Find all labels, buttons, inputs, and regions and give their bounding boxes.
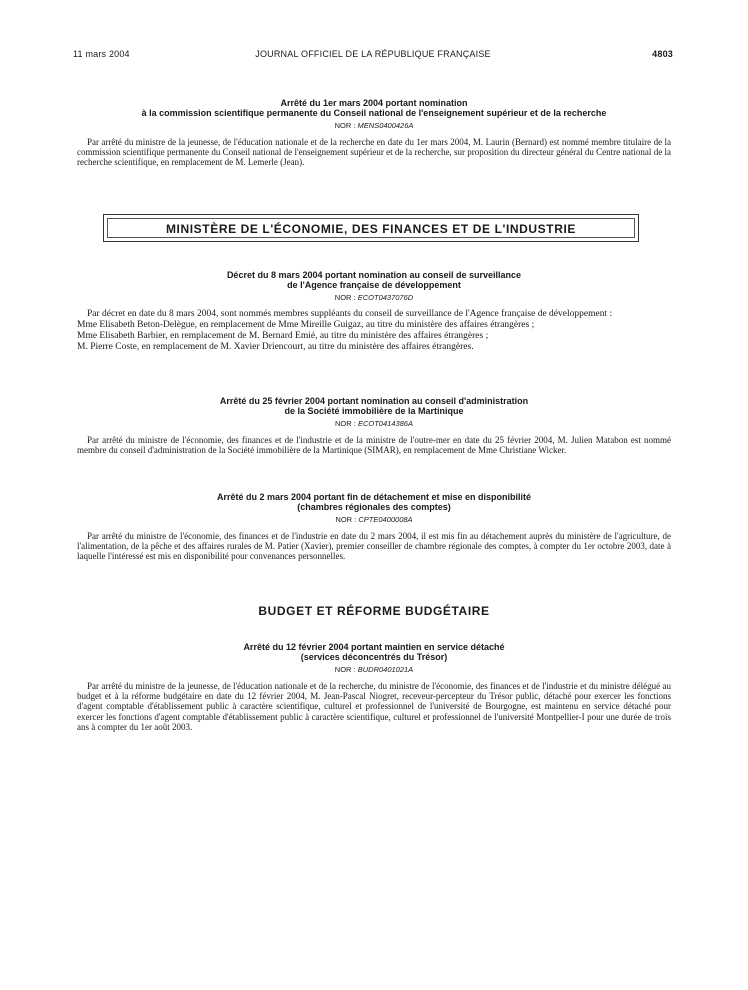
nor-reference — [77, 121, 671, 130]
paragraph: Par arrêté du ministre de la jeunesse, de l'éducation nationale et de la recherche, du ministre de l'économie, des finances et de l'industrie et du ministre délégué au budget et à la réforme budgétaire en date du 12 février 2004, M. Jean-Pascal Niogret, receveur-percepteur du Trésor public, détaché pour exercer les fonctions d'agent comptable d'établissement public à caractère scientifique, culturel et professionnel de l'université de Bourgogne, est maintenu en service détaché pour exercer les fonctions d'agent comptable d'établissement public à caractère scientifique, culturel et professionnel de l'université Montpellier-I pour une durée de trois ans à compter du 1er août 2003. — [77, 681, 671, 732]
ministry-heading-box — [103, 214, 639, 242]
title-line: Arrêté du 2 mars 2004 portant fin de détachement et mise en disponibilité — [216, 492, 532, 502]
title-line: Arrêté du 25 février 2004 portant nomination au conseil d'administration — [219, 396, 529, 406]
journal-title: JOURNAL OFFICIEL DE LA RÉPUBLIQUE FRANÇAISE — [255, 49, 491, 59]
paragraph: M. Pierre Coste, en remplacement de M. Xavier Driencourt, au titre du ministère des affaires étrangères. — [77, 342, 474, 352]
article-body — [77, 681, 671, 732]
article-fin-detachement — [77, 492, 671, 562]
article-title — [77, 492, 671, 512]
nor-reference — [77, 293, 671, 302]
article-title — [77, 270, 671, 290]
title-line: Arrêté du 12 février 2004 portant maintien en service détaché — [243, 642, 505, 652]
article-maintien-detache — [77, 642, 671, 732]
nor-code: MENS0400426A — [357, 121, 414, 130]
paragraph: Par arrêté du ministre de la jeunesse, de l'éducation nationale et de la recherche en date du 1er mars 2004, M. Laurin (Bernard) est nommé membre titulaire de la commission scientifique permanente du Conseil national de l'enseignement supérieur et de la recherche, sur proposition du directeur général du Centre national de la recherche scientifique, en remplacement de M. Lemerle (Jean). — [77, 137, 671, 168]
article-body — [77, 435, 671, 455]
paragraph: Par arrêté du ministre de l'économie, des finances et de l'industrie et de la ministre de l'outre-mer en date du 25 février 2004, M. Julien Matabon est nommé membre du conseil d'administration de la Société immobilière de la Martinique (SIMAR), en remplacement de Mme Christiane Wicker. — [77, 435, 671, 456]
nor-reference — [77, 665, 671, 674]
paragraph: Par décret en date du 8 mars 2004, sont nommés membres suppléants du conseil de surveillance de l'Agence française de développement : — [87, 309, 613, 319]
paragraph: Mme Elisabeth Barbier, en remplacement de M. Bernard Emié, au titre du ministère des affaires étrangères ; — [77, 331, 489, 341]
nor-code: ECOT0414386A — [357, 419, 413, 428]
paragraph: Par arrêté du ministre de l'économie, des finances et de l'industrie en date du 2 mars 2004, il est mis fin au détachement auprès du ministère de l'agriculture, de l'alimentation, de la pêche et des affaires rurales de M. Patier (Xavier), premier conseiller de chambre régionale des comptes, à compter du 1er octobre 2003, date à laquelle l'intéressé est mis en disponibilité pour convenances personnelles. — [77, 531, 671, 562]
article-title — [77, 642, 671, 662]
title-line: (services déconcentrés du Trésor) — [300, 652, 448, 662]
nor-label: NOR : — [335, 419, 356, 428]
page-header — [73, 49, 673, 63]
article-decree-afd — [77, 270, 671, 353]
title-line: de l'Agence française de développement — [287, 280, 461, 290]
article-body — [77, 309, 671, 353]
ministry-heading: MINISTÈRE DE L'ÉCONOMIE, DES FINANCES ET DE L'INDUSTRIE — [165, 222, 577, 236]
nor-label: NOR : — [334, 665, 356, 674]
nor-label: NOR : — [334, 121, 356, 130]
title-line: de la Société immobilière de la Martinique — [284, 406, 464, 416]
article-body — [77, 137, 671, 168]
title-line: à la commission scientifique permanente du Conseil national de l'enseignement supérieur et de la recherche — [141, 108, 607, 118]
article-body — [77, 531, 671, 562]
nor-code: BUDR0401021A — [357, 665, 414, 674]
article-simar — [77, 396, 671, 455]
nor-reference — [77, 515, 671, 524]
nor-reference — [77, 419, 671, 428]
paragraph: Mme Elisabeth Beton-Delègue, en remplacement de Mme Mireille Guigaz, au titre du ministère des affaires étrangères ; — [77, 320, 535, 330]
nor-label: NOR : — [334, 293, 356, 302]
article-commission-nomination — [77, 98, 671, 168]
article-title — [77, 98, 671, 118]
page-number: 4803 — [652, 49, 673, 59]
title-line: Décret du 8 mars 2004 portant nomination au conseil de surveillance — [226, 270, 522, 280]
title-line: (chambres régionales des comptes) — [297, 502, 451, 512]
article-title — [77, 396, 671, 416]
title-line: Arrêté du 1er mars 2004 portant nomination — [280, 98, 468, 108]
section-heading: BUDGET ET RÉFORME BUDGÉTAIRE — [258, 604, 490, 618]
nor-code: CPTE0400008A — [358, 515, 413, 524]
header-date: 11 mars 2004 — [73, 49, 130, 59]
nor-code: ECOT0437076D — [357, 293, 414, 302]
nor-label: NOR : — [335, 515, 357, 524]
